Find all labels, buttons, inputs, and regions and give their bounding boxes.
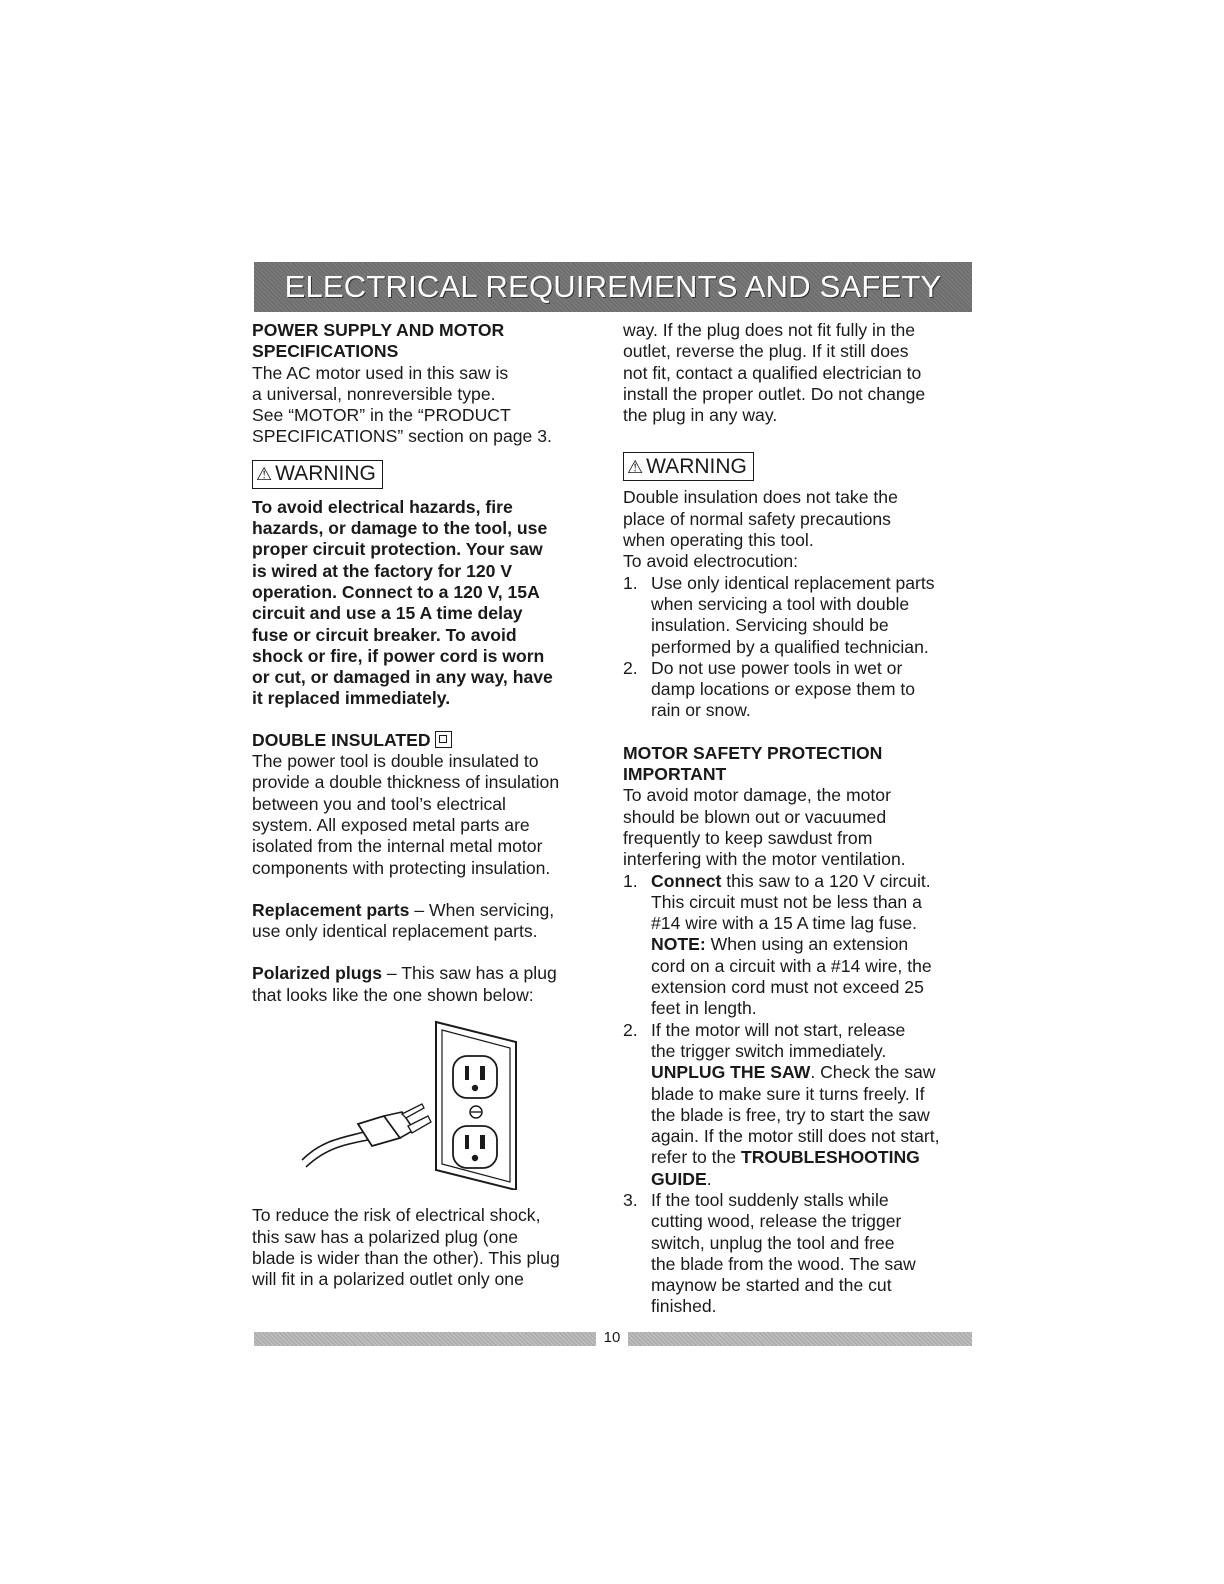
power-heading-1: POWER SUPPLY AND MOTOR [252, 320, 505, 340]
list-number: 3. [623, 1189, 638, 1210]
reduce-line: blade is wider than the other). This plug [252, 1247, 560, 1268]
replacement-parts-line [252, 900, 604, 921]
list-line [651, 1147, 978, 1168]
list-item [623, 1190, 978, 1318]
double-insulated-heading [252, 730, 604, 751]
list-line: maynow be started and the cut [651, 1275, 892, 1296]
list-text [651, 871, 978, 1020]
continued-line: outlet, reverse the plug. If it still does [623, 341, 909, 362]
list-text [651, 1020, 978, 1190]
right-column [623, 320, 978, 1318]
warning-line: it replaced immediately. [252, 688, 451, 709]
warning-box [252, 460, 383, 489]
refer-text: refer to the [651, 1147, 741, 1168]
left-column [252, 320, 604, 1291]
list-line: when servicing a tool with double [651, 593, 910, 614]
power-line: The AC motor used in this saw is [252, 362, 509, 383]
warning-label: WARNING [646, 454, 747, 478]
motor-list [623, 871, 978, 1318]
list-line: extension cord must not exceed 25 [651, 977, 924, 998]
list-line: If the tool suddenly stalls while [651, 1189, 889, 1210]
list-line: Do not use power tools in wet or [651, 657, 903, 678]
list-line: the blade is free, try to start the saw [651, 1104, 930, 1125]
list-line: the trigger switch immediately. [651, 1040, 887, 1061]
footer-bar-left [254, 1332, 596, 1346]
list-line: cord on a circuit with a #14 wire, the [651, 955, 932, 976]
power-line: a universal, nonreversible type. [252, 383, 496, 404]
warning-line: hazards, or damage to the tool, use [252, 518, 548, 539]
list-line: If the motor will not start, release [651, 1019, 906, 1040]
period: . [706, 1168, 712, 1189]
list-item [623, 573, 978, 658]
list-line: This circuit must not be less than a [651, 891, 922, 912]
replacement-parts-text: – When servicing, [409, 899, 555, 920]
list-line: finished. [651, 1296, 717, 1317]
polarized-plugs-label: Polarized plugs [252, 963, 383, 984]
motor-safety-heading: MOTOR SAFETY PROTECTION [623, 742, 883, 763]
list-number: 2. [623, 657, 638, 678]
list-line [651, 871, 978, 892]
continued-line: not fit, contact a qualified electrician to [623, 362, 922, 383]
note-label: NOTE: [651, 934, 706, 955]
power-line: See “MOTOR” in the “PRODUCT [252, 405, 511, 426]
continued-line: install the proper outlet. Do not change [623, 383, 926, 404]
warning-triangle-icon: ⚠ [256, 464, 273, 485]
list-item [623, 871, 978, 1020]
troubleshooting-label: TROUBLESHOOTING [740, 1147, 920, 1168]
reduce-line: will fit in a polarized outlet only one [252, 1269, 524, 1290]
double-line: The power tool is double insulated to [252, 751, 539, 772]
list-text [651, 658, 978, 722]
list-line: damp locations or expose them to [651, 679, 916, 700]
page-number: 10 [603, 1329, 621, 1346]
list-line: again. If the motor still does not start, [651, 1126, 940, 1147]
page-title: ELECTRICAL REQUIREMENTS AND SAFETY [284, 269, 942, 304]
list-text [651, 573, 978, 658]
list-line: the blade from the wood. The saw [651, 1253, 916, 1274]
double-insulation-line: Double insulation does not take the [623, 487, 898, 508]
double-insulation-line: To avoid electrocution: [623, 551, 799, 572]
continued-line: the plug in any way. [623, 405, 778, 426]
reduce-line: To reduce the risk of electrical shock, [252, 1205, 541, 1226]
warning-line: To avoid electrical hazards, fire [252, 496, 513, 517]
list-line: performed by a qualified technician. [651, 636, 929, 657]
warning-line: is wired at the factory for 120 V [252, 560, 513, 581]
double-line: provide a double thickness of insulation [252, 772, 560, 793]
warning-line: operation. Connect to a 120 V, 15A [252, 581, 540, 602]
electrocution-list [623, 573, 978, 722]
footer-bar-right [628, 1332, 972, 1346]
polarized-plugs-line [252, 963, 604, 984]
list-number: 2. [623, 1019, 638, 1040]
polarized-plugs-text: that looks like the one shown below: [252, 984, 534, 1005]
list-line: insulation. Servicing should be [651, 615, 889, 636]
list-line: feet in length. [651, 998, 757, 1019]
warning-line: fuse or circuit breaker. To avoid [252, 624, 517, 645]
double-insulated-symbol-icon [435, 731, 452, 748]
list-line [651, 1169, 978, 1190]
double-insulated-heading-text: DOUBLE INSULATED [252, 729, 431, 750]
list-line: Use only identical replacement parts [651, 572, 935, 593]
reduce-line: this saw has a polarized plug (one [252, 1226, 519, 1247]
list-line: cutting wood, release the trigger [651, 1211, 902, 1232]
list-line: #14 wire with a 15 A time lag fuse. [651, 913, 918, 934]
connect-text: this saw to a 120 V circuit. [721, 870, 931, 891]
polarized-plugs-text: – This saw has a plug [382, 963, 557, 984]
warning-triangle-icon: ⚠ [627, 456, 644, 477]
motor-line: should be blown out or vacuumed [623, 806, 887, 827]
unplug-text: . Check the saw [810, 1062, 936, 1083]
continued-line: way. If the plug does not fit fully in the [623, 320, 916, 340]
replacement-parts-text: use only identical replacement parts. [252, 921, 538, 942]
section-banner [254, 262, 972, 312]
list-line [651, 1062, 978, 1083]
list-item [623, 1020, 978, 1190]
list-number: 1. [623, 572, 638, 593]
motor-line: frequently to keep sawdust from [623, 827, 873, 848]
power-heading-2: SPECIFICATIONS [252, 341, 399, 362]
power-line: SPECIFICATIONS” section on page 3. [252, 426, 552, 447]
double-line: components with protecting insulation. [252, 857, 551, 878]
warning-box [623, 452, 754, 481]
polarized-plug-outlet-illustration [252, 1020, 604, 1190]
double-line: between you and tool’s electrical [252, 793, 506, 814]
warning-line: proper circuit protection. Your saw [252, 539, 543, 560]
list-item [623, 658, 978, 722]
list-line [651, 934, 978, 955]
double-insulation-line: place of normal safety precautions [623, 508, 891, 529]
list-line: blade to make sure it turns freely. If [651, 1083, 925, 1104]
list-line: switch, unplug the tool and free [651, 1232, 895, 1253]
guide-label: GUIDE [651, 1168, 707, 1189]
note-text: When using an extension [705, 934, 909, 955]
replacement-parts-label: Replacement parts [252, 899, 410, 920]
list-line: rain or snow. [651, 700, 751, 721]
warning-text [252, 497, 604, 710]
double-line: isolated from the internal metal motor [252, 836, 543, 857]
connect-label: Connect [651, 870, 722, 891]
motor-line: interfering with the motor ventilation. [623, 849, 906, 870]
warning-line: or cut, or damaged in any way, have [252, 667, 553, 688]
double-line: system. All exposed metal parts are [252, 814, 530, 835]
important-heading: IMPORTANT [623, 764, 727, 785]
list-number: 1. [623, 870, 638, 891]
warning-label: WARNING [275, 462, 376, 486]
warning-line: shock or fire, if power cord is worn [252, 645, 545, 666]
double-insulation-line: when operating this tool. [623, 530, 814, 551]
warning-line: circuit and use a 15 A time delay [252, 603, 523, 624]
list-text [651, 1190, 978, 1318]
unplug-label: UNPLUG THE SAW [651, 1062, 811, 1083]
motor-line: To avoid motor damage, the motor [623, 785, 891, 806]
